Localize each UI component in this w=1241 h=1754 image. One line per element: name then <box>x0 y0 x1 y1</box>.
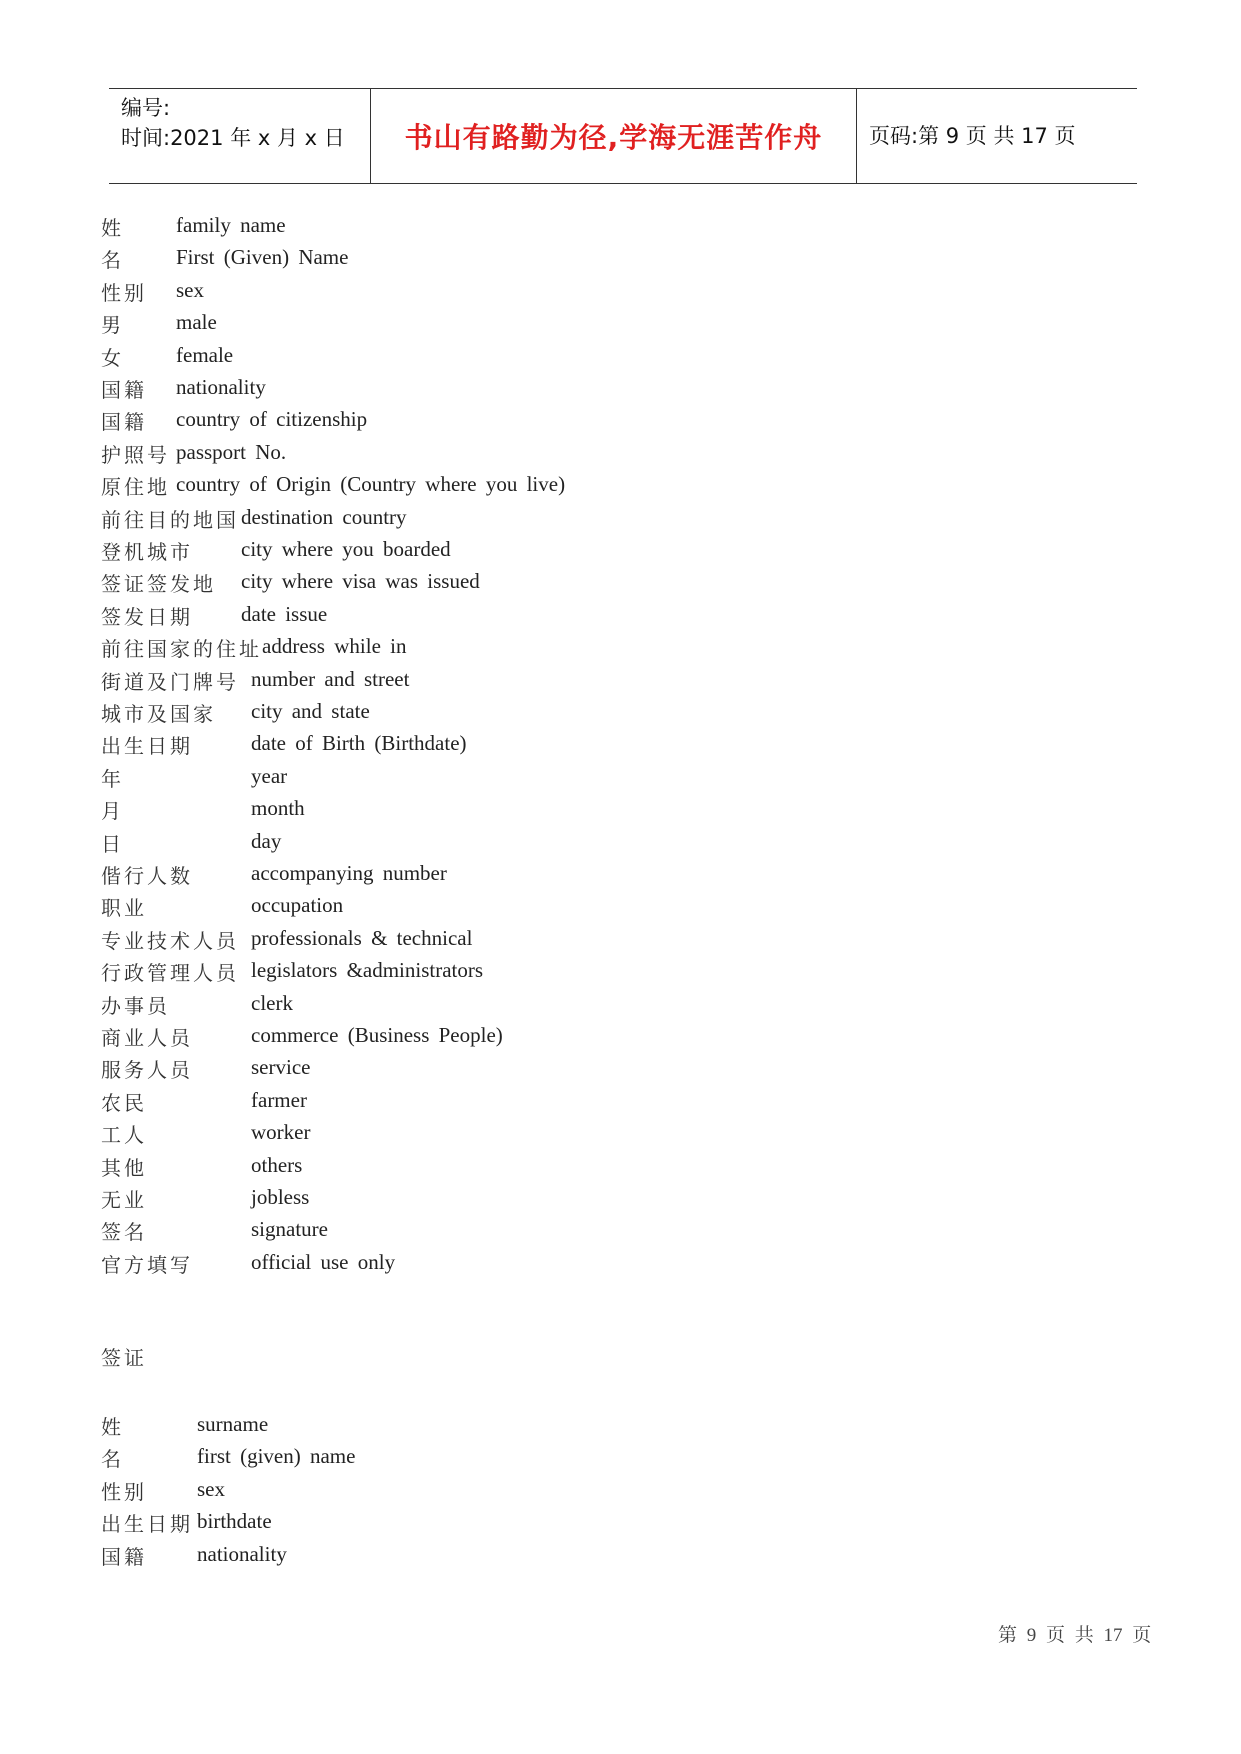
chinese-term: 前往国家的住址 <box>101 637 262 662</box>
english-term: nationality <box>176 375 266 399</box>
chinese-term: 名 <box>101 248 124 273</box>
english-term: country of Origin (Country where you live) <box>176 472 566 497</box>
chinese-term: 护照号 <box>101 442 170 467</box>
chinese-term: 年 <box>101 766 124 791</box>
chinese-term: 服务人员 <box>101 1058 193 1083</box>
chinese-term: 其他 <box>101 1155 147 1180</box>
chinese-term: 月 <box>101 799 124 824</box>
english-term: surname <box>197 1412 269 1436</box>
chinese-term: 出生日期 <box>101 734 193 759</box>
chinese-term: 出生日期 <box>101 1512 193 1536</box>
chinese-term: 行政管理人员 <box>101 961 239 986</box>
english-term: occupation <box>251 893 344 918</box>
chinese-term: 偕行人数 <box>101 864 193 888</box>
chinese-term: 姓 <box>101 216 124 240</box>
english-term: signature <box>251 1217 328 1242</box>
english-term: number and street <box>251 666 410 691</box>
chinese-term: 男 <box>101 313 124 338</box>
chinese-term: 签名 <box>101 1220 147 1245</box>
chinese-term: 日 <box>101 831 124 856</box>
chinese-term: 专业技术人员 <box>101 928 239 953</box>
chinese-term: 性别 <box>101 1480 147 1504</box>
header-right-cell <box>857 89 1137 183</box>
english-term: nationality <box>197 1542 287 1566</box>
chinese-term: 办事员 <box>101 993 170 1018</box>
document-time-label: 时间:2021 年 x 月 x 日 <box>121 126 345 150</box>
chinese-term: 名 <box>101 1447 124 1471</box>
chinese-term: 街道及门牌号 <box>101 669 239 694</box>
english-term: others <box>251 1152 303 1177</box>
english-term: city where visa was issued <box>241 569 480 594</box>
chinese-term: 国籍 <box>101 410 147 435</box>
chinese-term: 女 <box>101 345 124 370</box>
chinese-term: 性别 <box>101 280 147 305</box>
header-motto: 书山有路勤为径,学海无涯苦作舟 <box>404 121 823 154</box>
english-term: city where you boarded <box>241 537 451 561</box>
english-term: day <box>251 828 282 853</box>
english-term: jobless <box>251 1185 310 1209</box>
chinese-term: 姓 <box>101 1415 124 1439</box>
chinese-term: 国籍 <box>101 378 147 402</box>
english-term: year <box>251 763 288 788</box>
english-term: legislators &administrators <box>251 958 484 983</box>
english-term: clerk <box>251 990 293 1015</box>
english-term: address while in <box>262 634 407 659</box>
english-term: city and state <box>251 699 370 723</box>
english-term: farmer <box>251 1087 307 1112</box>
english-term: professionals & technical <box>251 925 473 950</box>
english-term: date of Birth (Birthdate) <box>251 731 467 756</box>
english-term: sex <box>197 1477 225 1501</box>
visa-section-title: 签证 <box>101 1346 147 1370</box>
english-term: first (given) name <box>197 1444 356 1468</box>
header-middle-cell <box>371 89 857 183</box>
english-term: worker <box>251 1120 311 1145</box>
chinese-term: 登机城市 <box>101 540 193 564</box>
english-term: birthdate <box>197 1509 272 1533</box>
chinese-term: 农民 <box>101 1090 147 1115</box>
english-term: month <box>251 796 305 821</box>
chinese-term: 无业 <box>101 1188 147 1212</box>
english-term: service <box>251 1055 311 1080</box>
english-term: accompanying number <box>251 861 447 885</box>
english-term: male <box>176 310 217 335</box>
chinese-term: 城市及国家 <box>101 702 216 726</box>
chinese-term: 官方填写 <box>101 1252 193 1277</box>
english-term: First (Given) Name <box>176 245 349 270</box>
chinese-term: 签发日期 <box>101 604 193 629</box>
document-number-label: 编号: <box>121 96 171 120</box>
english-term: destination country <box>241 504 407 529</box>
english-term: commerce (Business People) <box>251 1023 503 1047</box>
english-term: family name <box>176 213 286 237</box>
header-page-number: 页码:第 9 页 共 17 页 <box>869 124 1076 148</box>
english-term: official use only <box>251 1249 396 1274</box>
chinese-term: 签证签发地 <box>101 572 216 597</box>
chinese-term: 工人 <box>101 1123 147 1148</box>
page-footer: 第 9 页 共 17 页 <box>998 1625 1152 1646</box>
english-term: passport No. <box>176 439 287 464</box>
header-left-cell <box>109 89 371 183</box>
chinese-term: 商业人员 <box>101 1026 193 1050</box>
document-header <box>109 88 1137 184</box>
english-term: female <box>176 342 234 367</box>
chinese-term: 职业 <box>101 896 147 921</box>
chinese-term: 前往目的地国 <box>101 507 239 532</box>
english-term: sex <box>176 277 204 302</box>
chinese-term: 国籍 <box>101 1545 147 1569</box>
chinese-term: 原住地 <box>101 475 170 500</box>
english-term: country of citizenship <box>176 407 368 432</box>
english-term: date issue <box>241 601 328 626</box>
